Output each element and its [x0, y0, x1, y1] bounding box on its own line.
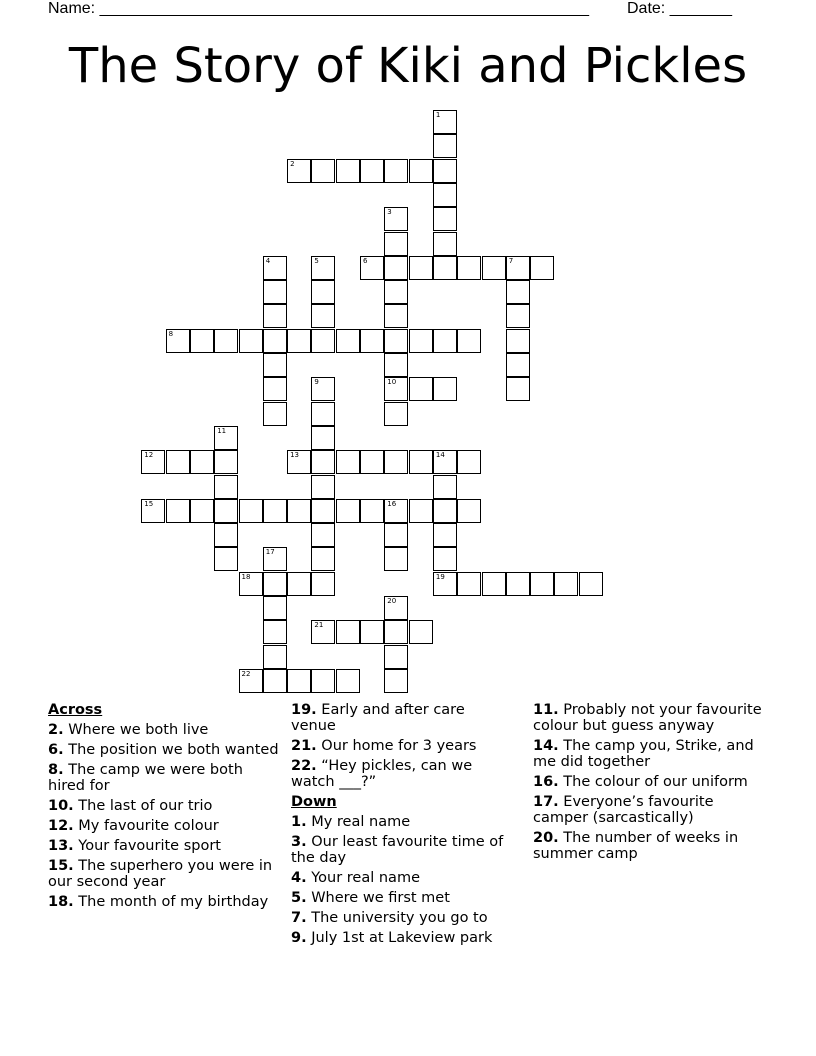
clue-text: July 1st at Lakeview park	[306, 930, 493, 946]
grid-cell[interactable]	[384, 669, 408, 693]
clue-text: The camp we were both hired for	[48, 762, 243, 794]
page-title: The Story of Kiki and Pickles	[68, 38, 748, 94]
grid-cell[interactable]	[263, 256, 287, 280]
clue-number: 7	[508, 256, 514, 265]
clue	[48, 818, 280, 834]
clue-number: 21	[314, 621, 324, 630]
clue-number-label: 20.	[533, 830, 559, 846]
clue-number: 4	[265, 256, 271, 265]
grid-cell[interactable]	[384, 620, 408, 644]
grid-cell[interactable]	[311, 499, 335, 523]
clue-text: Our least favourite time of the day	[291, 834, 504, 866]
clue	[48, 722, 280, 738]
grid-cell[interactable]	[311, 329, 335, 353]
clue-text: The university you go to	[306, 910, 488, 926]
clue-text: Your favourite sport	[73, 838, 221, 854]
grid-cell[interactable]	[384, 256, 408, 280]
clue-text: Where we first met	[306, 890, 450, 906]
clue-text: Our home for 3 years	[316, 738, 477, 754]
clue-text: The position we both wanted	[63, 742, 279, 758]
clue-text: The number of weeks in summer camp	[533, 830, 739, 862]
clue	[291, 702, 513, 734]
clue-number-label: 8.	[48, 762, 64, 778]
grid-cell[interactable]	[311, 280, 335, 304]
grid-cell[interactable]	[263, 645, 287, 669]
grid-cell[interactable]	[457, 499, 481, 523]
grid-cell[interactable]	[311, 304, 335, 328]
grid-cell[interactable]	[506, 256, 530, 280]
clue-number: 15	[144, 499, 154, 508]
clue-number: 1	[435, 111, 441, 119]
grid-cell[interactable]	[166, 329, 190, 353]
grid-cell[interactable]	[579, 572, 603, 596]
grid-cell[interactable]	[263, 669, 287, 693]
grid-cell[interactable]	[263, 547, 287, 571]
grid-cell[interactable]	[141, 499, 165, 523]
grid-cell[interactable]	[263, 402, 287, 426]
date-field-label: Date: _______	[627, 0, 732, 17]
clue-number: 13	[290, 451, 300, 460]
clue-text: Probably not your favourite colour but guess anyway	[533, 702, 762, 734]
grid-cell[interactable]	[287, 499, 311, 523]
clue-number-label: 18.	[48, 894, 74, 910]
grid-cell[interactable]	[409, 620, 433, 644]
clue	[533, 830, 763, 862]
clue-number-label: 22.	[291, 758, 317, 774]
grid-cell[interactable]	[263, 353, 287, 377]
grid-cell[interactable]	[336, 499, 360, 523]
grid-cell[interactable]	[190, 329, 214, 353]
grid-cell[interactable]	[263, 499, 287, 523]
grid-cell[interactable]	[506, 377, 530, 401]
grid-cell[interactable]	[287, 329, 311, 353]
grid-cell[interactable]	[384, 450, 408, 474]
grid-cell[interactable]	[384, 280, 408, 304]
clue	[291, 930, 513, 946]
grid-cell[interactable]	[214, 475, 238, 499]
clue-text: “Hey pickles, can we watch ___?”	[291, 758, 473, 790]
grid-cell[interactable]	[214, 547, 238, 571]
grid-cell[interactable]	[311, 620, 335, 644]
clue	[533, 774, 763, 790]
clue	[533, 794, 763, 826]
clue	[48, 798, 280, 814]
grid-cell[interactable]	[311, 159, 335, 183]
clue-number: 6	[363, 256, 368, 265]
grid-cell[interactable]	[360, 256, 384, 280]
grid-cell[interactable]	[360, 620, 384, 644]
clue-number: 12	[144, 451, 154, 460]
grid-cell[interactable]	[530, 256, 554, 280]
grid-cell[interactable]	[360, 450, 384, 474]
clue	[291, 738, 513, 754]
clue-number-label: 16.	[533, 774, 559, 790]
grid-cell[interactable]	[166, 450, 190, 474]
grid-cell[interactable]	[384, 377, 408, 401]
clue	[48, 894, 280, 910]
grid-cell[interactable]	[482, 572, 506, 596]
grid-cell[interactable]	[190, 499, 214, 523]
grid-cell[interactable]	[433, 377, 457, 401]
grid-cell[interactable]	[457, 572, 481, 596]
clue-number: 3	[387, 208, 392, 217]
grid-cell[interactable]	[506, 353, 530, 377]
grid-cell[interactable]	[239, 499, 263, 523]
grid-cell[interactable]	[336, 450, 360, 474]
grid-cell[interactable]	[263, 572, 287, 596]
down-heading: Down	[291, 794, 337, 810]
grid-cell[interactable]	[360, 329, 384, 353]
clue-number: 2	[290, 159, 295, 168]
grid-cell[interactable]	[311, 669, 335, 693]
grid-cell[interactable]	[506, 329, 530, 353]
name-field-label: Name: _______________________________________________________	[48, 0, 589, 17]
grid-cell[interactable]	[409, 329, 433, 353]
grid-cell[interactable]	[433, 475, 457, 499]
clue-text: The last of our trio	[73, 798, 213, 814]
grid-cell[interactable]	[311, 523, 335, 547]
grid-cell[interactable]	[214, 450, 238, 474]
across-heading: Across	[48, 702, 103, 718]
clue-number-label: 4.	[291, 870, 307, 886]
clue-number-label: 3.	[291, 834, 307, 850]
clue-text: Early and after care venue	[291, 702, 465, 734]
grid-cell[interactable]	[457, 256, 481, 280]
grid-cell[interactable]	[311, 256, 335, 280]
clue-text: The superhero you were in our second year	[48, 858, 273, 890]
clue-number-label: 14.	[533, 738, 559, 754]
grid-cell[interactable]	[433, 329, 457, 353]
grid-cell[interactable]	[384, 207, 408, 231]
grid-cell[interactable]	[433, 110, 457, 134]
grid-cell[interactable]	[433, 547, 457, 571]
grid-cell[interactable]	[336, 329, 360, 353]
clue	[533, 702, 763, 734]
grid-cell[interactable]	[263, 596, 287, 620]
grid-cell[interactable]	[384, 499, 408, 523]
grid-cell[interactable]	[433, 134, 457, 158]
grid-cell[interactable]	[384, 304, 408, 328]
grid-cell[interactable]	[384, 547, 408, 571]
clue	[48, 858, 280, 890]
grid-cell[interactable]	[433, 256, 457, 280]
grid-cell[interactable]	[360, 499, 384, 523]
clue-number: 10	[387, 378, 397, 387]
grid-cell[interactable]	[311, 377, 335, 401]
grid-cell[interactable]	[433, 499, 457, 523]
clue-text: Your real name	[306, 870, 420, 886]
grid-cell[interactable]	[263, 280, 287, 304]
grid-cell[interactable]	[336, 159, 360, 183]
grid-cell[interactable]	[384, 523, 408, 547]
grid-cell[interactable]	[166, 499, 190, 523]
grid-cell[interactable]	[214, 523, 238, 547]
grid-cell[interactable]	[457, 450, 481, 474]
clue	[291, 870, 513, 886]
grid-cell[interactable]	[409, 499, 433, 523]
clue-number: 18	[241, 572, 251, 581]
grid-cell[interactable]	[263, 620, 287, 644]
grid-cell[interactable]	[263, 329, 287, 353]
clue-number-label: 7.	[291, 910, 307, 926]
clue	[291, 758, 513, 790]
clue-number-label: 13.	[48, 838, 74, 854]
grid-cell[interactable]	[239, 329, 263, 353]
clue-text: Where we both live	[63, 722, 209, 738]
clue-number-label: 12.	[48, 818, 74, 834]
clue	[291, 910, 513, 926]
grid-cell[interactable]	[433, 159, 457, 183]
grid-cell[interactable]	[311, 547, 335, 571]
clue	[48, 838, 280, 854]
clue-number-label: 11.	[533, 702, 559, 718]
grid-cell[interactable]	[554, 572, 578, 596]
grid-cell[interactable]	[239, 572, 263, 596]
grid-cell[interactable]	[311, 426, 335, 450]
clue-number: 8	[168, 329, 174, 338]
grid-cell[interactable]	[506, 572, 530, 596]
clue-text: The colour of our uniform	[558, 774, 748, 790]
grid-cell[interactable]	[287, 450, 311, 474]
clues-column-1	[48, 702, 280, 914]
grid-cell[interactable]	[311, 572, 335, 596]
grid-cell[interactable]	[384, 159, 408, 183]
grid-cell[interactable]	[409, 377, 433, 401]
clue-number: 5	[314, 256, 319, 265]
grid-cell[interactable]	[287, 669, 311, 693]
grid-cell[interactable]	[409, 256, 433, 280]
clue-number-label: 1.	[291, 814, 307, 830]
grid-cell[interactable]	[506, 280, 530, 304]
grid-cell[interactable]	[384, 645, 408, 669]
clue-number-label: 5.	[291, 890, 307, 906]
clue-number-label: 2.	[48, 722, 64, 738]
clues-column-3	[533, 702, 763, 866]
grid-cell[interactable]	[506, 304, 530, 328]
grid-cell[interactable]	[214, 426, 238, 450]
grid-cell[interactable]	[384, 402, 408, 426]
clue-number-label: 21.	[291, 738, 317, 754]
clue-number: 19	[435, 572, 445, 581]
clue	[48, 742, 280, 758]
grid-cell[interactable]	[433, 183, 457, 207]
grid-cell[interactable]	[214, 499, 238, 523]
clue-text: My favourite colour	[73, 818, 219, 834]
grid-cell[interactable]	[482, 256, 506, 280]
grid-cell[interactable]	[214, 329, 238, 353]
grid-cell[interactable]	[433, 450, 457, 474]
grid-cell[interactable]	[409, 450, 433, 474]
grid-cell[interactable]	[190, 450, 214, 474]
grid-cell[interactable]	[530, 572, 554, 596]
grid-cell[interactable]	[384, 329, 408, 353]
grid-cell[interactable]	[239, 669, 263, 693]
clue	[291, 834, 513, 866]
clue-text: The month of my birthday	[73, 894, 269, 910]
grid-cell[interactable]	[141, 450, 165, 474]
clue-number-label: 9.	[291, 930, 307, 946]
grid-cell[interactable]	[287, 159, 311, 183]
clue-text: The camp you, Strike, and me did together	[533, 738, 754, 770]
clue-number: 14	[435, 451, 445, 460]
grid-cell[interactable]	[433, 232, 457, 256]
clue	[48, 762, 280, 794]
clue-number-label: 19.	[291, 702, 317, 718]
clue-number: 22	[241, 669, 251, 678]
clue	[291, 814, 513, 830]
clue	[291, 890, 513, 906]
clue-number: 16	[387, 499, 397, 508]
clue-number-label: 10.	[48, 798, 74, 814]
clues-column-2	[291, 702, 513, 950]
grid-cell[interactable]	[360, 159, 384, 183]
clue-number-label: 15.	[48, 858, 74, 874]
grid-cell[interactable]	[311, 475, 335, 499]
grid-cell[interactable]	[384, 353, 408, 377]
grid-cell[interactable]	[263, 377, 287, 401]
clue-number-label: 17.	[533, 794, 559, 810]
clue-text: Everyone’s favourite camper (sarcastically)	[533, 794, 714, 826]
grid-cell[interactable]	[384, 232, 408, 256]
clue	[533, 738, 763, 770]
grid-cell[interactable]	[336, 669, 360, 693]
grid-cell[interactable]	[433, 572, 457, 596]
clue-text: My real name	[306, 814, 411, 830]
clue-number-label: 6.	[48, 742, 64, 758]
clue-number: 20	[387, 597, 397, 605]
grid-cell[interactable]	[336, 620, 360, 644]
grid-cell[interactable]	[287, 572, 311, 596]
grid-cell[interactable]	[263, 304, 287, 328]
clue-number: 11	[217, 426, 227, 435]
clue-number: 17	[265, 548, 275, 557]
grid-cell[interactable]	[311, 402, 335, 426]
grid-cell[interactable]	[433, 523, 457, 547]
grid-cell[interactable]	[384, 596, 408, 620]
grid-cell[interactable]	[433, 207, 457, 231]
grid-cell[interactable]	[457, 329, 481, 353]
clue-number: 9	[314, 378, 319, 387]
grid-cell[interactable]	[409, 159, 433, 183]
grid-cell[interactable]	[311, 450, 335, 474]
